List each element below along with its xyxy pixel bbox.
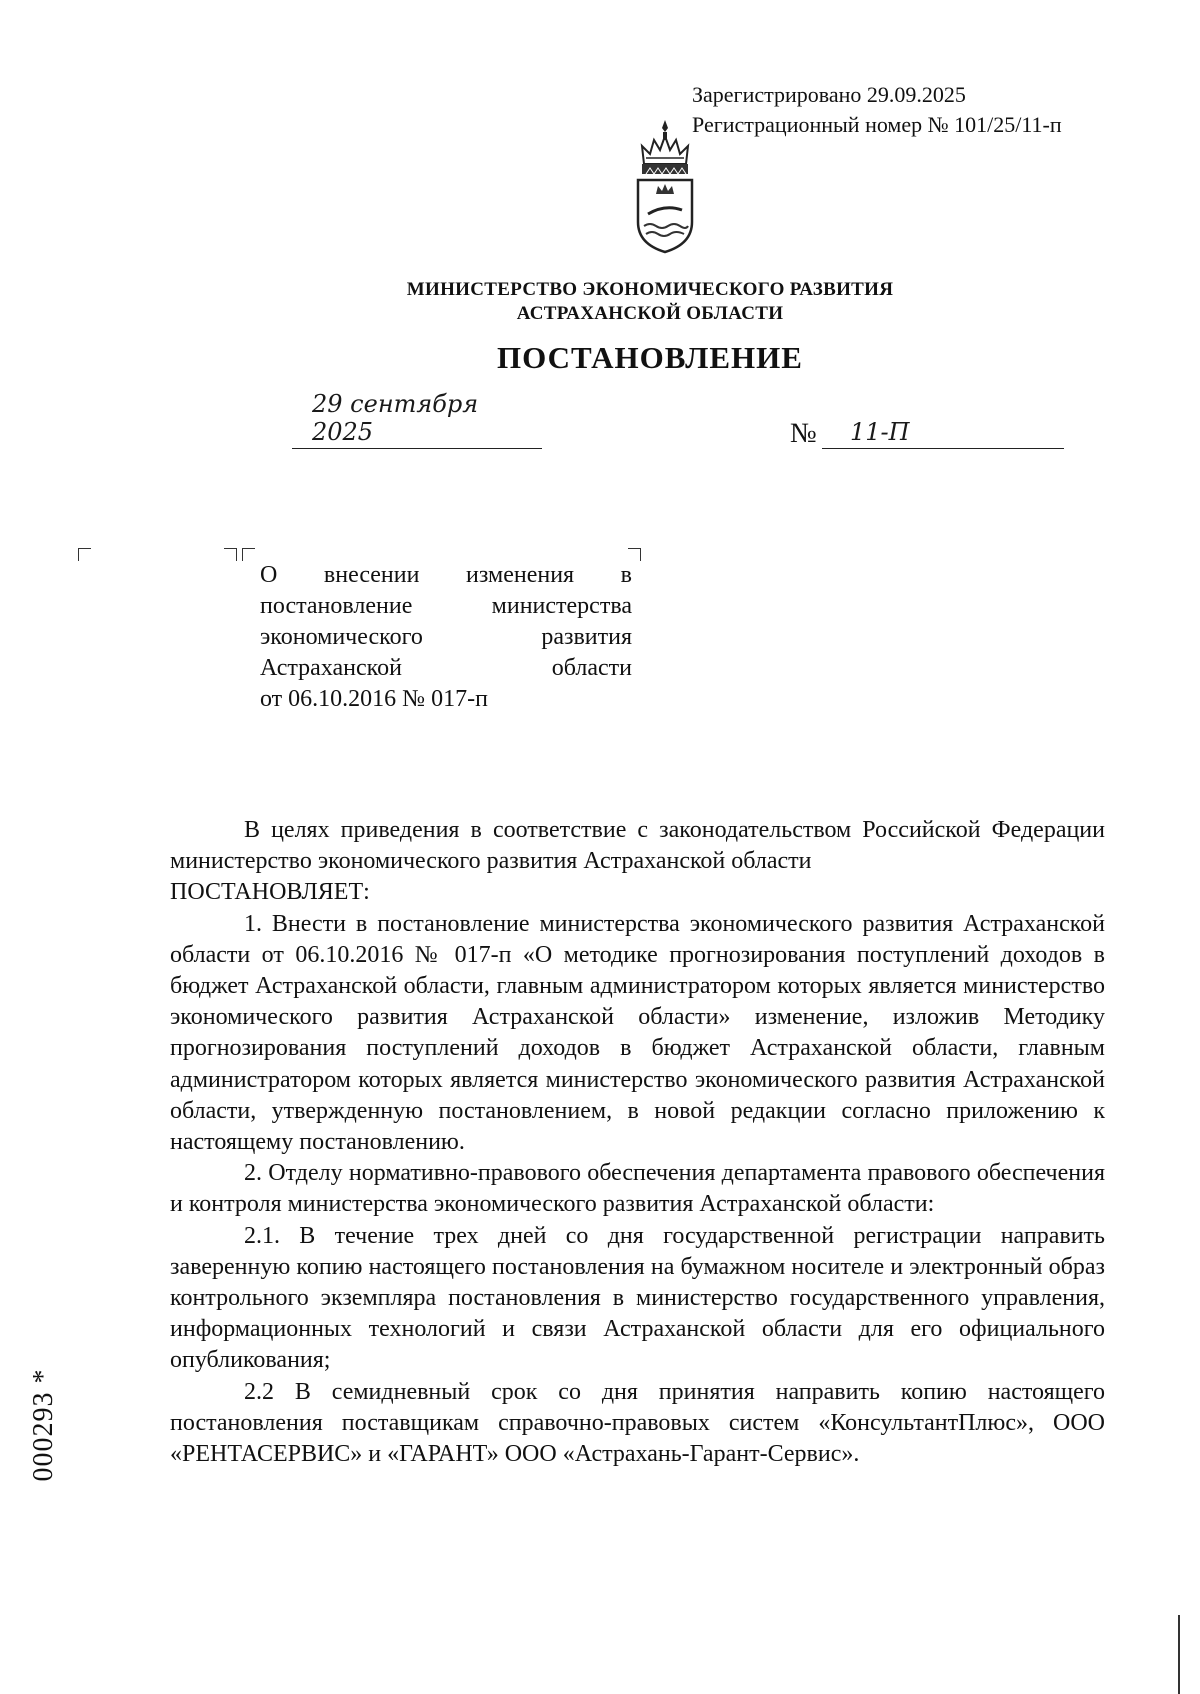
astrakhan-coat-of-arms-icon [630, 118, 700, 256]
date-field [292, 390, 542, 449]
handwritten-number: 11-П [850, 418, 910, 446]
subject-line: О внесении изменения в [260, 562, 632, 588]
clause-2: 2. Отделу нормативно-правового обеспечения департамента правового обеспечения и контроля министерства экономического развития Астраханской области: [170, 1160, 1105, 1218]
clause-2-2: 2.2 В семидневный срок со дня принятия направить копию настоящего постановления поставщикам справочно-правовых систем «КонсультантПлюс», ООО «РЕНТАСЕРВИС» и «ГАРАНТ» ООО «Астрахань-Гарант-Сервис». [170, 1378, 1105, 1468]
subject-line: Астраханской области [260, 655, 632, 681]
number-field [822, 420, 1064, 449]
ministry-name [300, 278, 1000, 326]
ministry-name-line1: МИНИСТЕРСТВО ЭКОНОМИЧЕСКОГО РАЗВИТИЯ [406, 279, 894, 300]
corner-mark-subject-left-outer [224, 548, 237, 561]
preamble-paragraph: В целях приведения в соответствие с законодательством Российской Федерации министерство экономического развития Астраханской области [170, 817, 1105, 875]
subject-line: от 06.10.2016 № 017-п [260, 686, 488, 712]
document-type: ПОСТАНОВЛЕНИЕ [497, 340, 803, 375]
clause-1: 1. Внести в постановление министерства экономического развития Астраханской области от 06.10.2016 № 017-п «О методике прогнозирования поступлений доходов в бюджет Астраханской области, главным администратором которых является министерство экономического развития Астраханской области» изменение, изложив Методику прогнозирования поступлений доходов в бюджет Астраханской области, главным администратором которых является министерство экономического развития Астраханской области, утвержденную постановлением, в новой редакции согласно приложению к настоящему постановлению. [170, 910, 1105, 1156]
subject-line: постановление министерства [260, 593, 632, 619]
scan-edge-line [1178, 1615, 1180, 1694]
registration-number: Регистрационный номер № 101/25/11-п [692, 112, 1062, 137]
subject-line: экономического развития [260, 624, 632, 650]
ministry-name-line2: АСТРАХАНСКОЙ ОБЛАСТИ [516, 303, 784, 324]
resolves-line: ПОСТАНОВЛЯЕТ: [170, 879, 370, 906]
handwritten-date: 29 сентября 2025 [312, 390, 479, 446]
number-label: № [790, 418, 817, 449]
corner-mark-subject-left-inner [242, 548, 255, 561]
corner-mark-left [78, 548, 91, 561]
registration-stamp [692, 80, 1062, 140]
registration-date: Зарегистрировано 29.09.2025 [692, 82, 966, 107]
side-serial-stamp [14, 1345, 74, 1505]
document-subject [260, 560, 632, 715]
document-body [170, 815, 1105, 1470]
side-serial-number: 000293 * [28, 1368, 59, 1482]
clause-2-1: 2.1. В течение трех дней со дня государственной регистрации направить заверенную копию настоящего постановления на бумажном носителе и электронный образ контрольного экземпляра постановления в министерство государственного управления, информационных технологий и связи Астраханской области для его официального опубликования; [170, 1222, 1105, 1374]
